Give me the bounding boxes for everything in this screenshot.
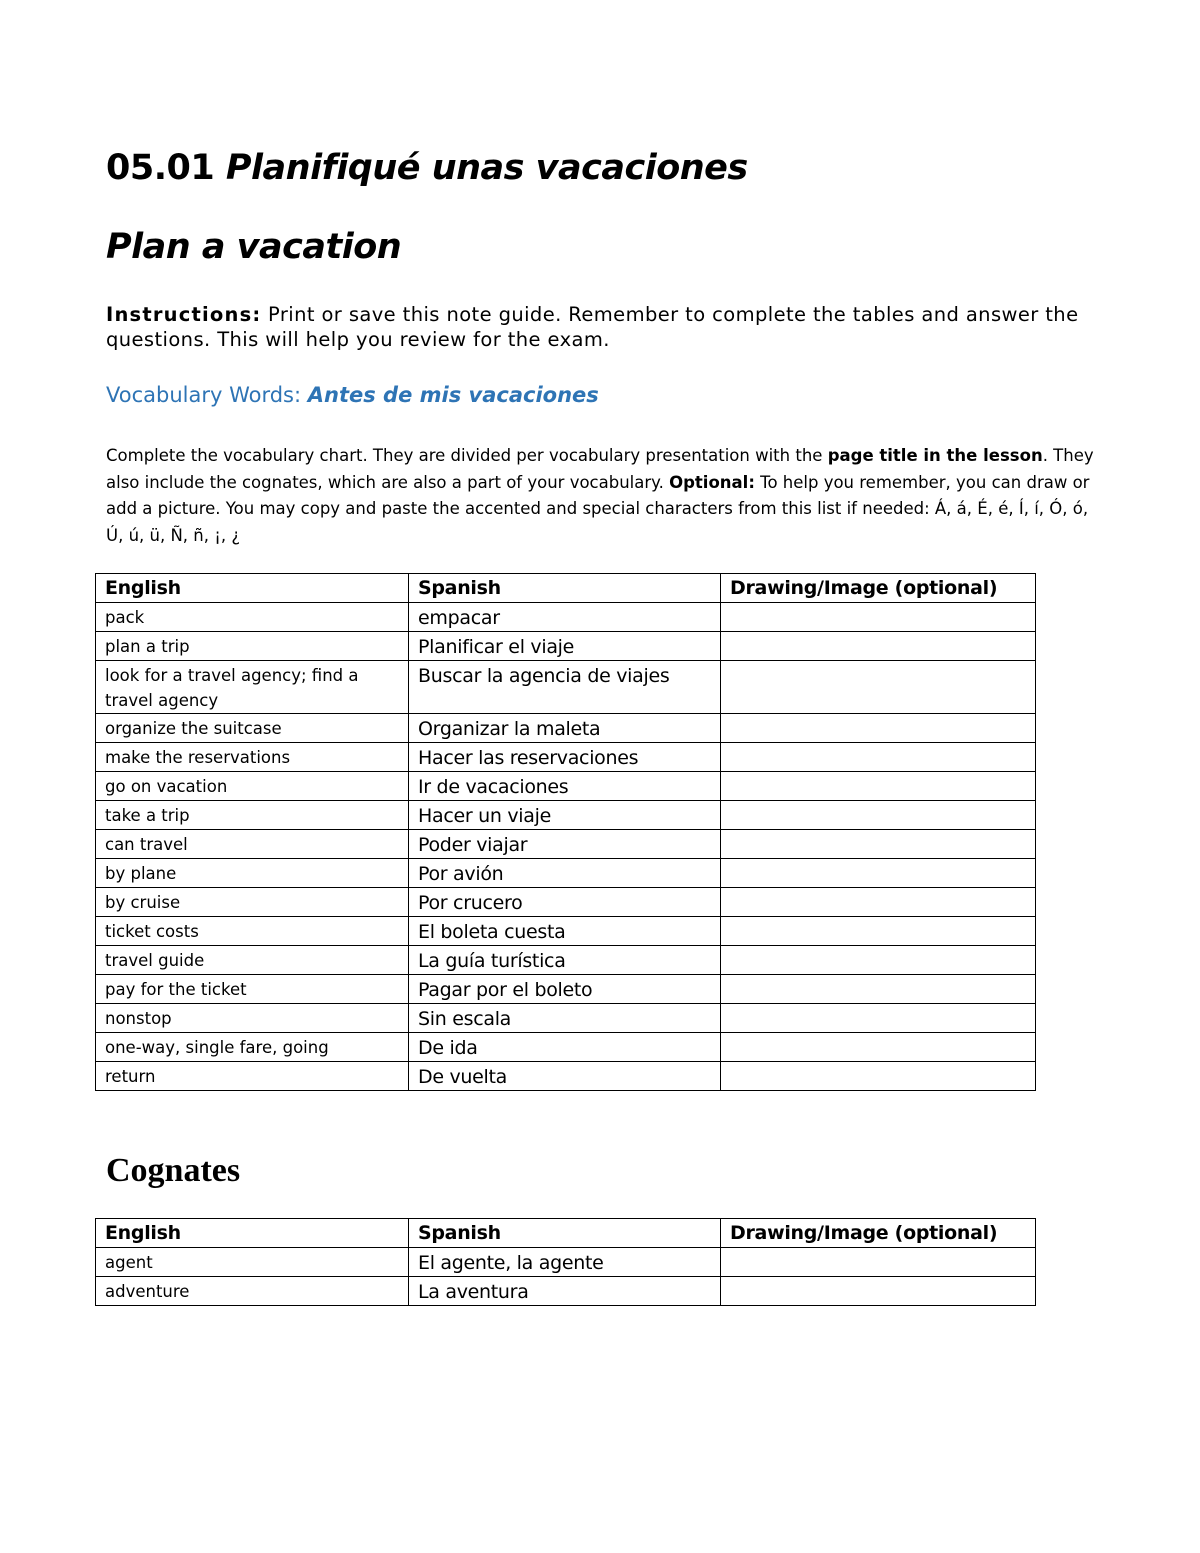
table-header-row — [96, 1219, 1036, 1248]
drawing-cell[interactable] — [721, 603, 1036, 632]
drawing-cell[interactable] — [721, 1248, 1036, 1277]
drawing-cell[interactable] — [721, 888, 1036, 917]
table-row — [96, 1248, 1036, 1277]
table-row — [96, 632, 1036, 661]
english-cell: plan a trip — [96, 632, 409, 661]
lesson-title-english: Plan a vacation — [106, 227, 402, 267]
vocabulary-table — [95, 573, 1036, 1091]
spanish-cell: El boleta cuesta — [409, 917, 721, 946]
para-part2: . They also include the cognates, which are also a part of your vocabulary. — [106, 446, 1094, 492]
table-row — [96, 1033, 1036, 1062]
spanish-cell: Sin escala — [409, 1004, 721, 1033]
english-cell: return — [96, 1062, 409, 1091]
instructions-label: Instructions: — [106, 303, 262, 326]
drawing-cell[interactable] — [721, 714, 1036, 743]
english-cell: go on vacation — [96, 772, 409, 801]
drawing-cell[interactable] — [721, 801, 1036, 830]
english-cell: by cruise — [96, 888, 409, 917]
drawing-cell[interactable] — [721, 917, 1036, 946]
drawing-cell[interactable] — [721, 743, 1036, 772]
spanish-cell: Por avión — [409, 859, 721, 888]
table-row — [96, 603, 1036, 632]
spanish-cell: Pagar por el boleto — [409, 975, 721, 1004]
drawing-cell[interactable] — [721, 859, 1036, 888]
spanish-cell: Organizar la maleta — [409, 714, 721, 743]
english-cell: agent — [96, 1248, 409, 1277]
header-spanish: Spanish — [409, 574, 721, 603]
header-english: English — [96, 1219, 409, 1248]
english-cell: adventure — [96, 1277, 409, 1306]
drawing-cell[interactable] — [721, 661, 1036, 714]
english-cell: pack — [96, 603, 409, 632]
english-cell: take a trip — [96, 801, 409, 830]
spanish-cell: empacar — [409, 603, 721, 632]
para-bold2: Optional: — [669, 472, 755, 492]
drawing-cell[interactable] — [721, 1062, 1036, 1091]
vocabulary-heading — [106, 383, 599, 407]
english-cell: can travel — [96, 830, 409, 859]
spanish-cell: Ir de vacaciones — [409, 772, 721, 801]
spanish-cell: El agente, la agente — [409, 1248, 721, 1277]
cognates-table — [95, 1218, 1036, 1306]
lesson-number: 05.01 — [106, 148, 215, 188]
english-cell: nonstop — [96, 1004, 409, 1033]
table-row — [96, 830, 1036, 859]
vocabulary-heading-prefix: Vocabulary Words: — [106, 383, 308, 407]
spanish-cell: De ida — [409, 1033, 721, 1062]
table-row — [96, 1004, 1036, 1033]
para-part3: To help you remember, you can draw or add a picture. You may copy and paste the accented and special characters from this list if needed: Á, á, É, é, Í, í, Ó, ó, Ú, ú, ü, Ñ, ñ, ¡, ¿ — [106, 472, 1090, 545]
spanish-cell: La guía turística — [409, 946, 721, 975]
header-drawing: Drawing/Image (optional) — [721, 574, 1036, 603]
english-cell: ticket costs — [96, 917, 409, 946]
table-row — [96, 661, 1036, 714]
instructions-text: Print or save this note guide. Remember to complete the tables and answer the questions. This will help you review for the exam. — [106, 303, 1079, 351]
vocabulary-instructions — [106, 443, 1096, 549]
english-cell: one-way, single fare, going — [96, 1033, 409, 1062]
table-row — [96, 1277, 1036, 1306]
drawing-cell[interactable] — [721, 632, 1036, 661]
drawing-cell[interactable] — [721, 1277, 1036, 1306]
drawing-cell[interactable] — [721, 946, 1036, 975]
table-row — [96, 801, 1036, 830]
spanish-cell: Poder viajar — [409, 830, 721, 859]
english-cell: pay for the ticket — [96, 975, 409, 1004]
english-cell: make the reservations — [96, 743, 409, 772]
english-cell: by plane — [96, 859, 409, 888]
spanish-cell: Hacer las reservaciones — [409, 743, 721, 772]
english-cell: travel guide — [96, 946, 409, 975]
header-english: English — [96, 574, 409, 603]
drawing-cell[interactable] — [721, 975, 1036, 1004]
table-row — [96, 714, 1036, 743]
table-row — [96, 917, 1036, 946]
spanish-cell: Buscar la agencia de viajes — [409, 661, 721, 714]
drawing-cell[interactable] — [721, 1033, 1036, 1062]
drawing-cell[interactable] — [721, 772, 1036, 801]
table-row — [96, 859, 1036, 888]
header-spanish: Spanish — [409, 1219, 721, 1248]
english-cell: organize the suitcase — [96, 714, 409, 743]
para-part1: Complete the vocabulary chart. They are divided per vocabulary presentation with the — [106, 446, 828, 465]
table-header-row — [96, 574, 1036, 603]
table-row — [96, 772, 1036, 801]
drawing-cell[interactable] — [721, 830, 1036, 859]
spanish-cell: La aventura — [409, 1277, 721, 1306]
spanish-cell: Hacer un viaje — [409, 801, 721, 830]
table-row — [96, 946, 1036, 975]
cognates-heading: Cognates — [106, 1152, 241, 1189]
lesson-title-spanish: Planifiqué unas vacaciones — [225, 148, 748, 188]
page-title — [106, 148, 748, 188]
table-row — [96, 1062, 1036, 1091]
spanish-cell: Planificar el viaje — [409, 632, 721, 661]
para-bold1: page title in the lesson — [827, 446, 1043, 465]
table-row — [96, 888, 1036, 917]
spanish-cell: Por crucero — [409, 888, 721, 917]
instructions — [106, 302, 1106, 352]
table-row — [96, 743, 1036, 772]
drawing-cell[interactable] — [721, 1004, 1036, 1033]
english-cell: look for a travel agency; find a travel agency — [96, 661, 409, 714]
table-row — [96, 975, 1036, 1004]
spanish-cell: De vuelta — [409, 1062, 721, 1091]
header-drawing: Drawing/Image (optional) — [721, 1219, 1036, 1248]
vocabulary-heading-topic: Antes de mis vacaciones — [307, 383, 599, 407]
